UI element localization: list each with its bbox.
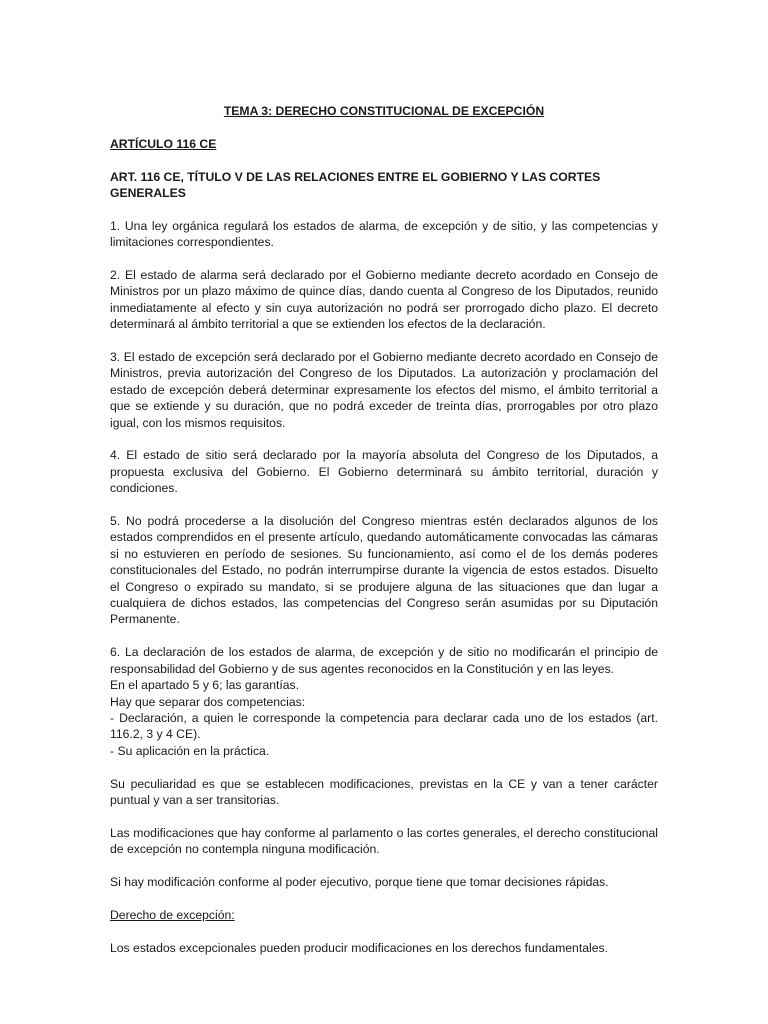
paragraph-6-line-1: En el apartado 5 y 6; las garantías. [110, 678, 300, 693]
subheading-derecho-excepcion: Derecho de excepción: [110, 907, 235, 922]
document-page [110, 103, 658, 956]
document-title: TEMA 3: DERECHO CONSTITUCIONAL DE EXCEPCIÓN [223, 104, 545, 118]
article-heading: ARTÍCULO 116 CE [110, 136, 217, 151]
section-heading: ART. 116 CE, TÍTULO V DE LAS RELACIONES ENTRE EL GOBIERNO Y LAS CORTES GENERALES [110, 169, 601, 200]
paragraph-1: 1. Una ley orgánica regulará los estados de alarma, de excepción y de sitio, y las competencias y limitaciones correspondientes. [110, 218, 658, 250]
paragraph-5: 5. No podrá procederse a la disolución del Congreso mientras estén declarados algunos de los estados comprendidos en el presente artículo, quedando automáticamente convocadas las cámaras si no estuvieren en período de sesiones. Su funcionamiento, así como el de los demás poderes constitucionales del Estado, no podrán interrumpirse durante la vigencia de estos estados. Disuelto el Congreso o expirado su mandato, si se produjere alguna de las situaciones que dan lugar a cualquiera de dichos estados, las competencias del Congreso serán asumidas por su Diputación Permanente. [110, 514, 658, 627]
paragraph-6: 6. La declaración de los estados de alarma, de excepción y de sitio no modificarán el principio de responsabilidad del Gobierno y de sus agentes reconocidos en la Constitución y en las leyes. [110, 645, 658, 676]
paragraph-3: 3. El estado de excepción será declarado por el Gobierno mediante decreto acordado en Consejo de Ministros, previa autorización del Congreso de los Diputados. La autorización y proclamación del estado de excepción deberá determinar expresamente los efectos del mismo, el ámbito territorial a que se extiende y su duración, que no podrá exceder de treinta días, prorrogables por otro plazo igual, con los mismos requisitos. [110, 350, 658, 430]
paragraph-10: Los estados excepcionales pueden producir modificaciones en los derechos fundamentales. [110, 940, 608, 955]
paragraph-6-line-3: - Declaración, a quien le corresponde la competencia para declarar cada uno de los estados (art. 116.2, 3 y 4 CE). [110, 710, 658, 742]
paragraph-4: 4. El estado de sitio será declarado por la mayoría absoluta del Congreso de los Diputados, a propuesta exclusiva del Gobierno. El Gobierno determinará su ámbito territorial, duración y condiciones. [110, 448, 658, 496]
paragraph-9: Si hay modificación conforme al poder ejecutivo, porque tiene que tomar decisiones rápidas. [110, 874, 609, 889]
paragraph-6-block [110, 644, 658, 759]
paragraph-7: Su peculiaridad es que se establecen modificaciones, previstas en la CE y van a tener carácter puntual y van a ser transitorias. [110, 776, 658, 807]
paragraph-2: 2. El estado de alarma será declarado por el Gobierno mediante decreto acordado en Consejo de Ministros por un plazo máximo de quince días, dando cuenta al Congreso de los Diputados, reunido inmediatamente al efecto y sin cuya autorización no podrá ser prorrogado dicho plazo. El decreto determinará al ámbito territorial a que se extienden los efectos de la declaración. [110, 268, 658, 332]
paragraph-8: Las modificaciones que hay conforme al parlamento o las cortes generales, el derecho constitucional de excepción no contempla ninguna modificación. [110, 825, 658, 857]
paragraph-6-line-4: - Su aplicación en la práctica. [110, 743, 270, 758]
paragraph-6-line-2: Hay que separar dos competencias: [110, 694, 306, 709]
